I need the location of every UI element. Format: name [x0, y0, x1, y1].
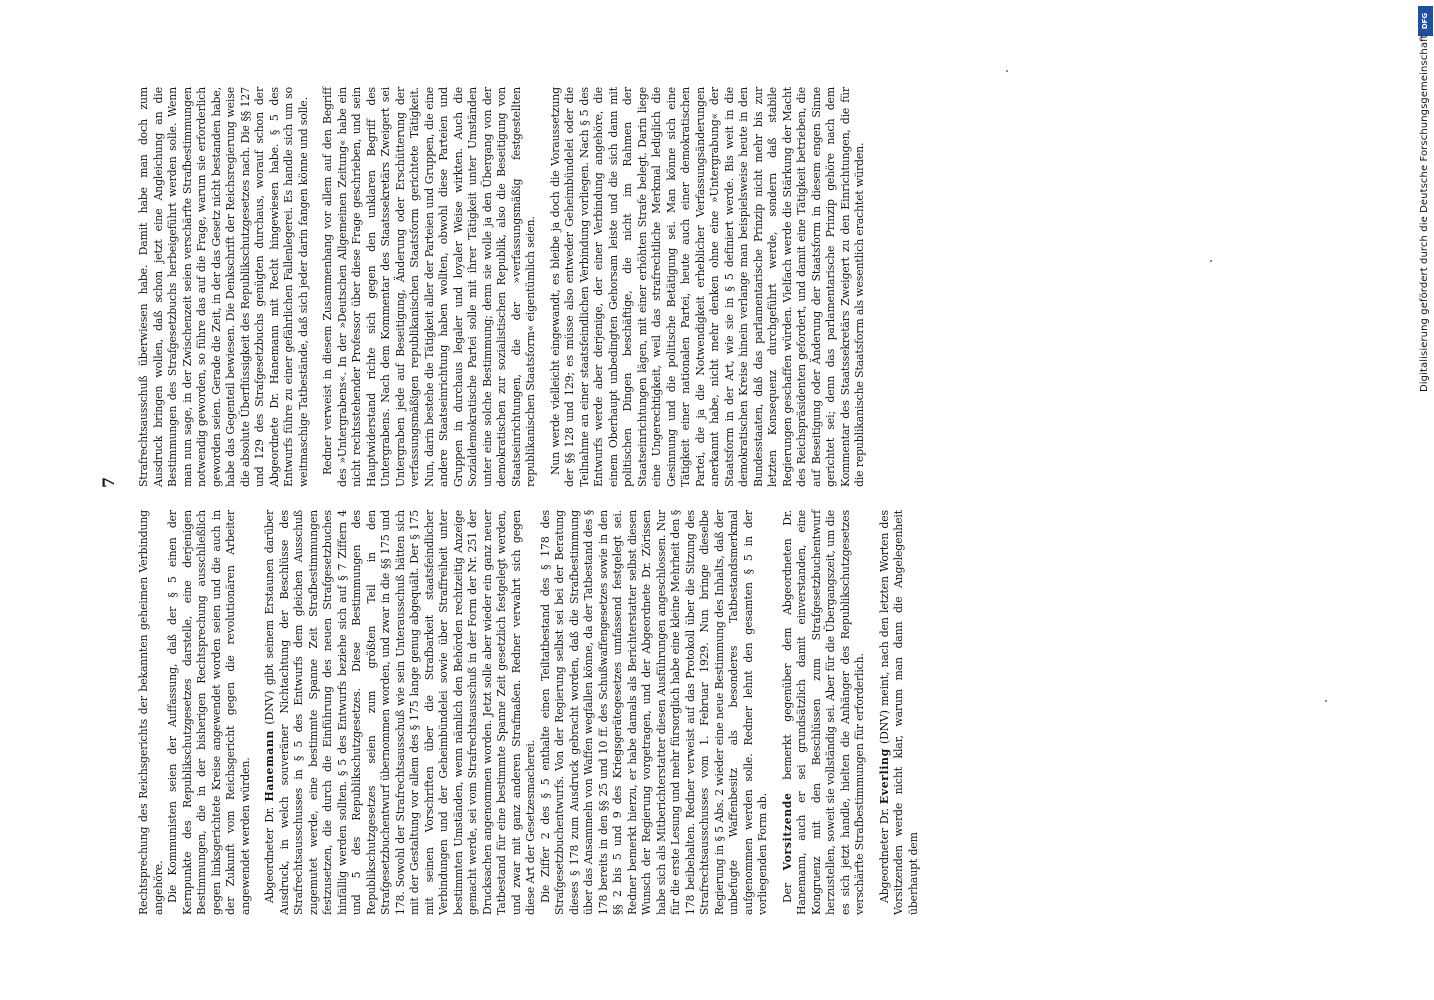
paragraph-body: (DNV) meint, nach den letzten Worten des Vorsitzenden werde nicht klar, warum man dann die Angelegenheit überhaupt dem — [877, 510, 920, 915]
digitization-credit-text: Digitalisierung gefördert durch die Deutsche Forschungsgemeinschaft — [1419, 34, 1430, 392]
text-column-left — [137, 509, 920, 915]
speaker-title: Abgeordneter Dr. — [263, 801, 276, 903]
paragraph — [263, 510, 539, 915]
paragraph: Rechtsprechung des Reichsgerichts der bekannten geheimen Verbindung angehöre. — [137, 510, 165, 915]
paragraph — [878, 510, 922, 915]
speaker-name: Everling — [877, 748, 891, 805]
page-number — [99, 477, 118, 488]
speaker-title: Abgeordneter Dr. — [877, 804, 891, 903]
paragraph-body: bemerkt gegenüber dem Abgeordneten Dr. Hanemann, auch er sei grundsätzlich damit einverstanden, eine Kongruenz mit den Beschlüssen zum Strafgesetzbuchentwurf herzustellen, soweit sie vollständig sei. Aber für die Übergangszeit, um die es sich jetzt handle, hielten die Anhänger des Republikschutzgesetzes verschärfte Strafbestimmungen für erforderlich. — [780, 510, 866, 915]
digitization-credit — [1419, 34, 1430, 392]
speaker-name: Vorsitzende — [780, 792, 794, 871]
scan-speck — [1006, 70, 1008, 72]
speaker-name: Hanemann — [263, 730, 276, 802]
paragraph — [781, 510, 868, 915]
paragraph: Strafrechtsausschuß überwiesen habe. Damit habe man doch zum Ausdruck bringen wollen, daß schon jetzt eine Angleichung an die Bestimmungen des Strafgesetzbuchs herbeigeführt werden solle. Wenn man nun sage, in der Zwischenzeit seien verschärfte Strafbestimmungen notwendig geworden, so führe das auf die Frage, warum sie erforderlich geworden seien. Gerade die Zeit, in der das Gesetz nicht bestanden habe, habe das Gegenteil bewiesen. Die Denkschrift der Reichsregierung weise die absolute Überflüssigkeit des Republikschutzgesetzes nach. Die §§ 127 und 129 des Strafgesetzbuchs genügten durchaus, worauf schon der Abgeordnete Dr. Hanemann mit Recht hingewiesen habe. § 5 des Entwurfs führe zu einer gefährlichen Fallenlegerei. Es handle sich um so weitmaschige Tatbestände, daß sich jeder darin fangen könne und solle. — [137, 87, 310, 487]
page-number-text: 7 — [99, 476, 118, 488]
paragraph: Die Ziffer 2 des § 5 enthalte einen Teiltatbestand des § 178 des Strafgesetzbuchentwurfs. Von der Regierung selbst sei bei der Beratung dieses § 178 zum Ausdruck gebracht worden, daß die Strafbestimmung über das Ansammeln von Waffen wegfallen könne, da der Tatbestand des § 178 bereits in den §§ 25 und 10 ff. des Schußwaffengesetzes sowie in den §§ 2 bis 5 und 9 des Kriegsgerätegesetzes umfassend festgelegt sei. Redner bemerkt hierzu, er habe damals als Berichterstatter selbst diesen Wunsch der Regierung vorgetragen, und der Abgeordnete Dr. Zörissen habe sich als Mitberichterstatter diesen Ausführungen angeschlossen. Nur für die erste Lesung und mehr fürsorglich habe eine kleine Mehrheit den § 178 beibehalten. Redner verweist auf das Protokoll über die Sitzung des Strafrechtsausschusses vom 1. Februar 1929. Nun bringe dieselbe Regierung in § 5 Abs. 2 wieder eine neue Bestimmung des Inhalts, daß der unbefugte Waffenbesitz als besonderes Tatbestandsmerkmal aufgenommen werden solle. Redner lehnt den gesamten § 5 in der vorliegenden Form ab. — [538, 510, 769, 915]
dfg-logo — [1418, 6, 1433, 36]
scan-speck — [1210, 260, 1212, 262]
paragraph: Redner verweist in diesem Zusammenhang vor allem auf den Begriff des »Untergrabens«. In der »Deutschen Allgemeinen Zeitung« habe ein nicht rechtsstehender Professor über diese Frage geschrieben, und sein Hauptwiderstand richte sich gegen den unklaren Begriff des Untergrabens. Nach dem Kommentar des Staatssekretärs Zweigert sei Untergraben jede auf Beseitigung, Änderung oder Erschütterung der verfassungsmäßigen republikanischen Staatsform gerichtete Tätigkeit. Nun, darin bestehe die Tätigkeit aller der Parteien und Gruppen, die eine andere Staatseinrichtung haben wollten, obwohl diese Parteien und Gruppen in durchaus legaler und loyaler Weise wirkten. Auch die Sozialdemokratische Partei solle mit ihrer Tätigkeit unter Umständen unter eine solche Bestimmung; denn sie wolle ja den Übergang von der demokratischen zur sozialistischen Republik, also die Beseitigung von Staatseinrichtungen, die der »verfassungsmäßig festgestellten republikanischen Staatsform« eigentümlich seien. — [321, 87, 537, 487]
dfg-logo-text: DFG — [1421, 12, 1430, 30]
speaker-title: Der — [780, 870, 794, 903]
paragraph: Nun werde vielleicht eingewandt, es bleibe ja doch die Voraussetzung der §§ 128 und 129; es müsse also entweder Geheimbündelei oder die Teilnahme an einer staatsfeindlichen Verbindung vorliegen. Nach § 5 des Entwurfs werde aber derjenige, der einer Verbindung angehöre, die einem Oberhaupt unbedingten Gehorsam leiste und die sich dann mit politischen Dingen beschäftige, die nicht im Rahmen der Staatseinrichtungen lägen, mit einer erhöhten Strafe belegt. Darin liege eine Ungerechtigkeit, weil das strafrechtliche Merkmal lediglich die Gesinnung und die politische Betätigung sei. Man könne sich eine Tätigkeit einer nationalen Partei, heute auch einer demokratischen Partei, die ja die Notwendigkeit erheblicher Verfassungsänderungen anerkannt habe, nicht mehr denken ohne eine »Untergrabung« der Staatsform in der Art, wie sie in § 5 definiert werde. Bis weit in die demokratischen Kreise hinein verlange man beispielsweise heute in den Bundesstaaten, daß das parlamentarische Prinzip nicht mehr bis zur letzten Konsequenz durchgeführt werde, sondern daß stabile Regierungen geschaffen würden. Vielfach werde die Stärkung der Macht des Reichspräsidenten gefordert, und damit eine Tätigkeit betrieben, die auf Beseitigung oder Änderung der Staatsform in diesem engen Sinne gerichtet sei; denn das parlamentarische Prinzip gehöre nach dem Kommentar des Staatssekretärs Zweigert zu den Einrichtungen, die für die republikanische Staatsform als wesentlich erachtet würden. — [548, 87, 866, 487]
text-column-right — [137, 87, 866, 487]
paragraph-body: (DNV) gibt seinem Erstaunen darüber Ausdruck, in welch souveräner Nichtachtung der Beschlüsse des Strafrechtsausschusses in § 5 des Entwurfs dem gleichen Ausschuß zugemutet werde, eine bestimmte Spanne Zeit Strafbestimmungen festzusetzen, die durch die Einführung des neuen Strafgesetzbuches hinfällig werden sollten. § 5 des Entwurfs beziehe sich auf § 7 Ziffern 4 und 5 des Republikschutzgesetzes. Diese Bestimmungen des Republikschutzgesetzes seien zum größten Teil in den Strafgesetzbuchentwurf übernommen worden, und zwar in die §§ 175 und 178. Sowohl der Strafrechtsausschuß wie sein Unterausschuß hätten sich mit der Gestaltung vor allem des § 175 lange genug abgequält. Der § 175 mit seinen Vorschriften über die Strafbarkeit staatsfeindlicher Verbindungen und der Geheimbündelei sowie über Straffreiheit unter bestimmten Umständen, wenn nämlich den Behörden rechtzeitig Anzeige gemacht werde, sei vom Strafrechtsausschuß in der Form der Nr. 251 der Drucksachen angenommen worden. Jetzt solle aber wieder ein ganz neuer Tatbestand für eine bestimmte Spanne Zeit gesetzlich festgelegt werden, und zwar mit ganz anderen Strafmaßen. Redner verwahrt sich gegen diese Art der Gesetzesmacherei. — [263, 509, 537, 915]
paragraph: Die Kommunisten seien der Auffassung, daß der § 5 einen der Kernpunkte des Republikschutzgesetzes darstelle, eine derjenigen Bestimmungen, die in der bisherigen Rechtsprechung ausschließlich gegen linksgerichtete Kreise angewendet worden seien und die auch in der Zukunft vom Reichsgericht gegen die revolutionären Arbeiter angewendet werden würden. — [166, 510, 252, 915]
scan-speck — [1325, 700, 1327, 702]
